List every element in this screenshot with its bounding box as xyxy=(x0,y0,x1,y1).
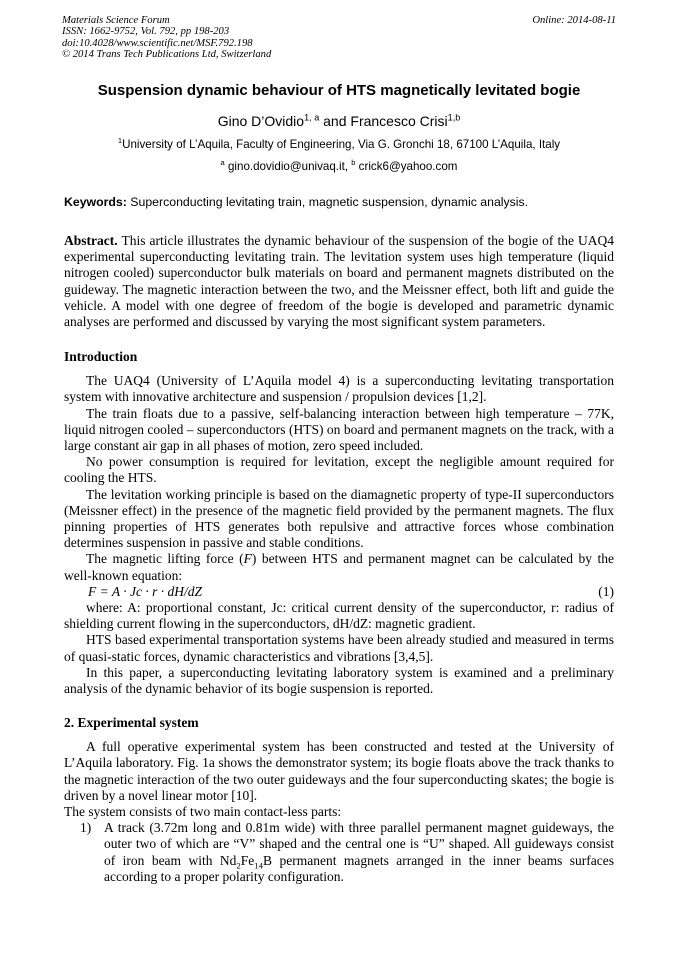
intro-p5-part-b: ) between HTS and permanent magnet can be calculated by the well-known equation: xyxy=(64,551,615,583)
author-2-sup: 1,b xyxy=(447,112,461,123)
nd-subscript: 2 xyxy=(236,860,241,871)
journal-header xyxy=(62,15,616,61)
abstract xyxy=(64,233,614,330)
email-a-sup: a xyxy=(220,158,225,168)
section-2-paragraph-1: A full operative experimental system has been constructed and tested at the University of L’Aquila laboratory. Fig. 1a shows the demonstrator system; its bogie floats above the track thanks to the magnetic interaction of the two outer guideways and the four superconducting skates; the bogie is driven by a novel linear motor [10]. xyxy=(64,739,614,803)
affiliation xyxy=(0,138,678,151)
equation-text: F = A · Jc · r · dH/dZ xyxy=(88,583,202,599)
keywords-label: Keywords: xyxy=(64,195,127,209)
equation-number: (1) xyxy=(598,583,614,599)
emails xyxy=(0,160,678,173)
author-1-sup: 1, a xyxy=(304,112,320,123)
intro-paragraph-7: In this paper, a superconducting levitating laboratory system is examined and a preliminary analysis of the dynamic behavior of its bogie suspension is reported. xyxy=(64,664,614,697)
doi: doi:10.4028/www.scientific.net/MSF.792.198 xyxy=(62,37,253,49)
equation-1 xyxy=(64,584,614,600)
experimental-section xyxy=(64,715,614,885)
intro-paragraph-1: The UAQ4 (University of L’Aquila model 4) is a superconducting levitating transportation system with innovative architecture and suspension / propulsion devices [1,2]. xyxy=(64,373,614,405)
force-symbol: F xyxy=(243,551,252,567)
list-item-text-b: B permanent magnets arranged in the inner beams surfaces according to a proper polarity configuration. xyxy=(104,852,614,884)
introduction-heading: Introduction xyxy=(64,349,138,364)
fe-symbol: Fe xyxy=(240,852,255,868)
equation-where: where: A: proportional constant, Jc: critical current density of the superconductor, r: radius of shielding current flowing in the superconductors, dH/dZ: magnetic gradient. xyxy=(64,600,614,632)
authors xyxy=(0,113,678,129)
intro-paragraph-3: No power consumption is required for levitation, except the negligible amount required for cooling the HTS. xyxy=(64,454,614,486)
issn: ISSN: 1662-9752, Vol. 792, pp 198-203 xyxy=(62,26,230,38)
list-item-text-a: A track (3.72m long and 0.81m wide) with three parallel permanent magnet guideways, the outer two of which are “V” shaped and the central one is “U” shaped. All guideways consist of iron beam with Nd xyxy=(104,820,614,868)
keywords xyxy=(64,195,616,209)
section-2-paragraph-2: The system consists of two main contact-less parts: xyxy=(64,804,342,820)
section-2-heading: 2. Experimental system xyxy=(64,715,199,730)
abstract-text: This article illustrates the dynamic behaviour of the suspension of the bogie of the UAQ4 experimental superconducting levitating train. The levitation system uses high temperature (liquid nitrogen cooled) superconductor bulk materials on board and permanent magnets distributed on the guideway. The magnetic interaction between the two, and the Meissner effect, both lift and guide the vehicle. A model with one degree of freedom of the bogie is developed and parametric dynamic analyses are performed and discussed by varying the most significant system parameters. xyxy=(64,233,614,330)
introduction-section xyxy=(64,349,614,697)
keywords-text: Superconducting levitating train, magnetic suspension, dynamic analysis. xyxy=(126,195,529,209)
journal-name: Materials Science Forum xyxy=(62,15,170,26)
intro-paragraph-5 xyxy=(64,551,614,583)
abstract-label: Abstract. xyxy=(64,233,118,248)
copyright: © 2014 Trans Tech Publications Ltd, Switzerland xyxy=(62,49,272,61)
intro-paragraph-4: The levitation working principle is based on the diamagnetic property of type-II superconductors (Meissner effect) in the presence of the magnetic field provided by the permanent magnets. The flux pinning properties of HTS generates both repulsive and attractive forces whose combination determines suspension in passive and stable conditions. xyxy=(64,486,614,551)
author-1: Gino D’Ovidio xyxy=(217,113,305,129)
intro-p5-part-a: The magnetic lifting force ( xyxy=(86,551,244,567)
list-item-1 xyxy=(64,820,614,885)
author-2: Francesco Crisi xyxy=(350,113,448,129)
fe-subscript: 14 xyxy=(254,860,264,871)
intro-paragraph-6: HTS based experimental transportation systems have been already studied and measured in terms of quasi-static forces, dynamic characteristics and vibrations [3,4,5]. xyxy=(64,632,614,664)
intro-paragraph-2: The train floats due to a passive, self-balancing interaction between high temperature – 77K, liquid nitrogen cooled – superconductors (HTS) on board and permanent magnets on the track, with a large constant air gap in all phases of motion, zero speed included. xyxy=(64,405,614,454)
affiliation-text: University of L’Aquila, Faculty of Engineering, Via G. Gronchi 18, 67100 L’Aquila, Italy xyxy=(122,138,561,151)
online-date: Online: 2014-08-11 xyxy=(532,15,616,26)
affiliation-sup: 1 xyxy=(117,136,123,146)
list-item-number: 1) xyxy=(80,820,92,836)
email-b-sup: b xyxy=(351,158,356,168)
email-a[interactable]: gino.dovidio@univaq.it, xyxy=(224,160,352,173)
paper-title: Suspension dynamic behaviour of HTS magnetically levitated bogie xyxy=(97,82,581,99)
author-and: and xyxy=(319,113,351,129)
email-b[interactable]: crick6@yahoo.com xyxy=(355,160,458,173)
